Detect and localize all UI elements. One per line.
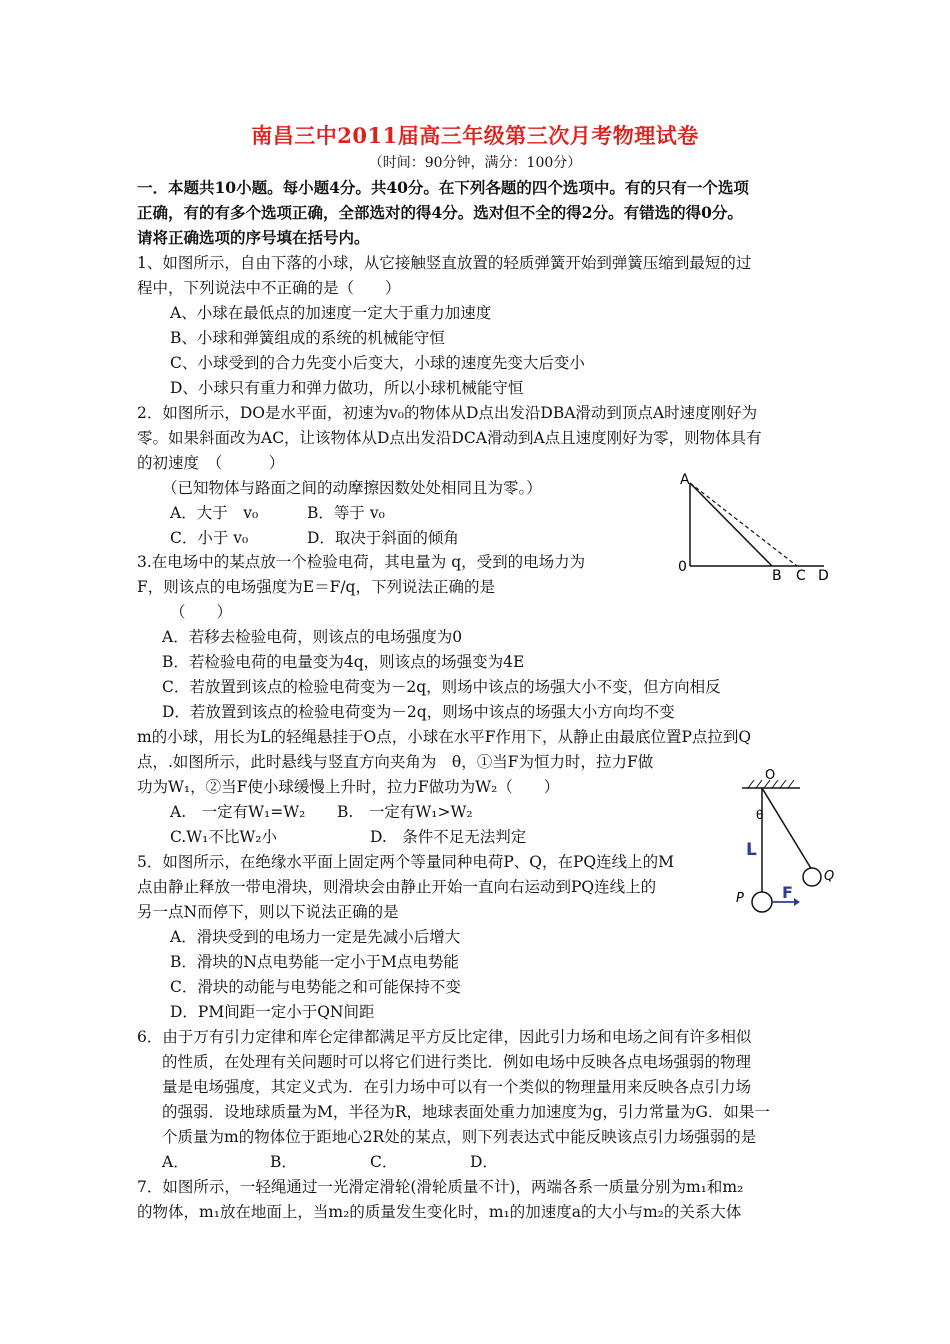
q6-option-c: C． (370, 1153, 398, 1171)
q3-option-b: B．若检验电荷的电量变为4q，则该点的场强变为4E (162, 653, 525, 671)
section-instructions-line-3: 请将正确选项的序号填在括号内。 (137, 228, 370, 247)
q3-stem-2: F，则该点的电场强度为E＝F/q，下列说法正确的是 (137, 578, 495, 596)
q1-option-a: A、小球在最低点的加速度一定大于重力加速度 (170, 304, 492, 322)
q6-stem-5: 个质量为m的物体位于距地心2R处的某点，则下列表达式中能反映该点引力场强弱的是 (162, 1128, 757, 1146)
q3-stem-1: 3.在电场中的某点放一个检验电荷，其电量为 q，受到的电场力为 (137, 553, 586, 571)
label-d: D (818, 568, 829, 584)
label-o: O (765, 768, 776, 783)
q2-stem-1: 2．如图所示，DO是水平面，初速为v₀的物体从D点出发沿DBA滑动到顶点A时速度刚好为 (137, 404, 758, 422)
tilted-string (762, 788, 812, 870)
exam-info: （时间：90分钟，满分：100分） (368, 155, 582, 171)
q2-note: （已知物体与路面之间的动摩擦因数处处相同且为零。） (162, 479, 542, 497)
label-p: P (736, 891, 744, 906)
q3-option-a: A．若移去检验电荷，则该点的电场强度为0 (162, 628, 463, 646)
slope-ac (690, 483, 797, 566)
q5-stem-2: 点由静止释放一带电滑块，则滑块会由静止开始一直向右运动到PQ连线上的 (137, 878, 657, 896)
q5-stem-3: 另一点N而停下，则以下说法正确的是 (137, 903, 399, 921)
q6-option-b: B． (270, 1153, 297, 1171)
q4-option-a: A. 一定有W₁=W₂ (170, 803, 306, 821)
q5-option-d: D．PM间距一定小于QN间距 (170, 1003, 375, 1021)
pendulum-diagram (730, 765, 845, 917)
q1-option-b: B、小球和弹簧组成的系统的机械能守恒 (170, 329, 445, 347)
ball-p (752, 892, 772, 912)
label-theta: θ (756, 808, 764, 822)
q6-stem-3: 量是电场强度，其定义式为．在引力场中可以有一个类似的物理量用来反映各点引力场 (162, 1078, 752, 1096)
q3-option-c: C．若放置到该点的检验电荷变为－2q，则场中该点的场强大小不变，但方向相反 (162, 678, 721, 696)
label-o: 0 (678, 559, 687, 575)
q3-stem-3: （ ） (170, 603, 233, 621)
q2-stem-3: 的初速度 （ ） (137, 454, 285, 472)
page-title: 南昌三中2011届高三年级第三次月考物理试卷 (251, 123, 699, 148)
q2-stem-2: 零。如果斜面改为AC，让该物体从D点出发沿DCA滑动到A点且速度刚好为零，则物体具有 (137, 429, 762, 447)
q1-stem-2: 程中，下列说法中不正确的是（ ） (137, 279, 401, 297)
q4-stem-2: 点，.如图所示，此时悬线与竖直方向夹角为 θ，①当F为恒力时，拉力F做 (137, 753, 654, 771)
q5-stem-1: 5．如图所示，在绝缘水平面上固定两个等量同种电荷P、Q，在PQ连线上的M (137, 853, 675, 871)
q1-option-c: C、小球受到的合力先变小后变大，小球的速度先变大后变小 (170, 354, 585, 372)
force-arrowhead (794, 898, 800, 906)
q5-option-c: C．滑块的动能与电势能之和可能保持不变 (170, 978, 461, 996)
q2-option-c: C．小于 v₀ (170, 529, 249, 547)
q6-option-d: D． (470, 1153, 498, 1171)
slope-diagram (672, 468, 842, 586)
q4-stem-3: 功为W₁，②当F使小球缓慢上升时，拉力F做功为W₂（ ） (137, 778, 560, 796)
label-l: L (746, 840, 757, 860)
q5-option-a: A．滑块受到的电场力一定是先减小后增大 (170, 928, 461, 946)
label-b: B (772, 568, 782, 584)
q4-option-b: B. 一定有W₁>W₂ (337, 803, 473, 821)
section-instructions-line-1: 一．本题共10小题。每小题4分。共40分。在下列各题的四个选项中。有的只有一个选项 (137, 178, 749, 197)
q1-stem-1: 1、如图所示，自由下落的小球，从它接触竖直放置的轻质弹簧开始到弹簧压缩到最短的过 (137, 254, 752, 272)
q4-option-d: D. 条件不足无法判定 (370, 828, 527, 846)
q4-option-c: C.W₁不比W₂小 (170, 828, 278, 846)
label-q: Q (824, 869, 835, 884)
q7-stem-1: 7．如图所示，一轻绳通过一光滑定滑轮(滑轮质量不计)，两端各系一质量分别为m₁和m₂ (137, 1178, 744, 1196)
q3-option-d: D．若放置到该点的检验电荷变为－2q，则场中该点的场强大小方向均不变 (162, 703, 675, 721)
label-a: A (680, 472, 690, 488)
q6-stem-1: 6．由于万有引力定律和库仑定律都满足平方反比定律，因此引力场和电场之间有许多相似 (137, 1028, 752, 1046)
ball-q (803, 868, 821, 886)
label-f: F (782, 883, 793, 902)
q6-stem-4: 的强弱．设地球质量为M，半径为R，地球表面处重力加速度为g，引力常量为G．如果一 (162, 1103, 770, 1121)
q7-stem-2: 的物体，m₁放在地面上，当m₂的质量发生变化时，m₁的加速度a的大小与m₂的关系大体 (137, 1203, 742, 1221)
q4-stem-1: m的小球，用长为L的轻绳悬挂于O点，小球在水平F作用下，从静止由最底位置P点拉到Q (137, 728, 752, 746)
q6-option-a: A． (162, 1153, 189, 1171)
q1-option-d: D、小球只有重力和弹力做功，所以小球机械能守恒 (170, 379, 524, 397)
section-instructions-line-2: 正确，有的有多个选项正确，全部选对的得4分。选对但不全的得2分。有错选的得0分。 (137, 203, 743, 222)
q6-stem-2: 的性质，在处理有关问题时可以将它们进行类比．例如电场中反映各点电场强弱的物理 (162, 1053, 752, 1071)
q2-option-d: D．取决于斜面的倾角 (307, 529, 459, 547)
q2-option-a: A．大于 v₀ (170, 504, 259, 522)
label-c: C (796, 568, 806, 584)
q5-option-b: B．滑块的N点电势能一定小于M点电势能 (170, 953, 459, 971)
q2-option-b: B．等于 v₀ (307, 504, 385, 522)
slope-ab (690, 483, 772, 566)
